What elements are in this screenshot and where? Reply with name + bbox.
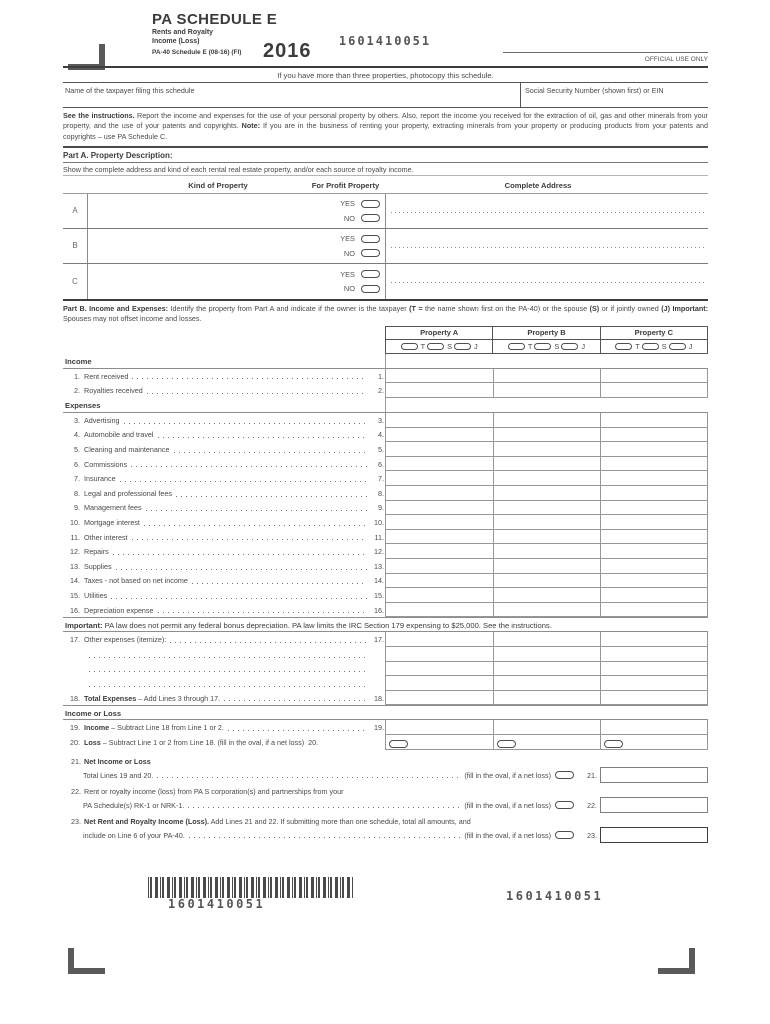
amount-cell-b[interactable]	[493, 632, 601, 647]
dotted-leader	[132, 539, 367, 540]
amount-cell-c[interactable]	[600, 457, 708, 472]
line-ref: 2.	[378, 386, 384, 396]
instructions-note-label: Note:	[241, 121, 260, 131]
owner-j-label: J	[688, 341, 693, 351]
line-ref: 1.	[378, 371, 384, 381]
kind-of-property-field-a[interactable]	[88, 194, 385, 228]
expense-line-13	[63, 559, 708, 574]
form-code: PA-40 Schedule E (08-16) (FI)	[152, 49, 242, 56]
amount-cell-b[interactable]	[493, 442, 601, 457]
part-b-desc-text: Identify the property from Part A and indicate if the owner is the taxpayer	[168, 303, 410, 313]
owner-t-oval[interactable]	[401, 343, 418, 350]
line-number: 15.	[70, 591, 80, 600]
form-year: 2016	[263, 40, 312, 62]
owner-j-oval[interactable]	[669, 343, 686, 350]
line-number: 9.	[74, 503, 80, 513]
line-number: 23.	[71, 816, 81, 826]
dotted-leader	[170, 642, 367, 643]
address-write-line	[391, 282, 705, 283]
line-label: Other expenses (itemize):	[84, 635, 167, 645]
kind-of-property-field-b[interactable]	[88, 229, 385, 263]
amount-cell-b[interactable]	[493, 383, 601, 398]
dotted-leader	[188, 807, 461, 808]
instructions-lead: See the instructions.	[63, 111, 135, 120]
col-kind-of-property: Kind of Property	[188, 180, 248, 190]
row-letter: C	[63, 264, 88, 299]
no-label: NO	[343, 284, 355, 294]
line-ref: 14.	[374, 576, 384, 586]
form-doc-number-bottom: 1601410051	[506, 888, 604, 903]
line-text: Total Lines 19 and 20.	[83, 770, 154, 780]
line-18-total-expenses	[63, 691, 708, 706]
amount-cell-a[interactable]	[385, 720, 493, 735]
line-ref: 8.	[378, 488, 384, 498]
dotted-leader	[124, 423, 367, 424]
line-label: Rent received	[84, 371, 129, 381]
owner-j-label: J	[581, 341, 586, 351]
yes-oval[interactable]	[361, 200, 380, 208]
dotted-leader	[224, 700, 367, 701]
amount-cell-b[interactable]	[493, 369, 601, 384]
part-a-column-headers	[63, 176, 708, 193]
form-title: PA SCHEDULE E	[152, 11, 278, 28]
dotted-leader	[89, 671, 367, 672]
part-a-subtitle: Show the complete address and kind of each rental real estate property, and/or each source of royalty income.	[63, 163, 708, 176]
dotted-leader	[176, 496, 367, 497]
amount-cell-c[interactable]	[600, 471, 708, 486]
amount-cell-a[interactable]	[385, 559, 493, 574]
line-ref: 10.	[374, 518, 384, 528]
amount-cell-c[interactable]	[600, 383, 708, 398]
expense-line-4	[63, 428, 708, 443]
expense-line-14	[63, 574, 708, 589]
line-ref: 6.	[378, 459, 384, 469]
expense-line-5	[63, 442, 708, 457]
line-number: 2.	[74, 386, 80, 396]
owner-s-label: S	[554, 341, 560, 351]
line-label: Depreciation expense	[84, 605, 154, 615]
summary-section	[63, 750, 708, 844]
yes-label: YES	[340, 269, 355, 279]
line-number: 5.	[74, 445, 80, 455]
amount-cell-c[interactable]	[600, 486, 708, 501]
address-write-line	[391, 212, 705, 213]
amount-cell-b[interactable]	[493, 691, 601, 706]
property-row-a	[63, 194, 708, 229]
owner-ovals-property-c	[600, 340, 707, 353]
amount-cell-c[interactable]	[600, 559, 708, 574]
dotted-leader	[157, 777, 461, 778]
line-label: Commissions	[84, 459, 128, 469]
owner-select-row	[385, 339, 708, 354]
line-number: 12.	[70, 547, 80, 557]
dotted-leader	[131, 466, 367, 467]
no-oval[interactable]	[361, 285, 380, 293]
dotted-leader	[189, 837, 462, 838]
line-ref: 7.	[378, 474, 384, 484]
dotted-leader	[113, 554, 367, 555]
amount-cell-c[interactable]	[600, 428, 708, 443]
expense-line-3	[63, 413, 708, 428]
property-b-header: Property B	[492, 327, 599, 339]
amount-cell-c[interactable]	[600, 691, 708, 706]
income-line-2	[63, 383, 708, 398]
dotted-leader	[158, 437, 367, 438]
line-number: 4.	[74, 430, 80, 440]
part-a-title: Part A. Property Description:	[63, 148, 708, 163]
line-ref: 16.	[374, 605, 384, 615]
line-label: Management fees	[84, 503, 142, 513]
owner-t-label: T	[420, 341, 426, 351]
form-subtitle-2: Income (Loss)	[152, 38, 200, 45]
line-label: Taxes - not based on net income	[84, 576, 188, 586]
line-text: Rent or royalty income (loss) from PA S corporation(s) and partnerships from your	[84, 786, 344, 796]
amount-cell-b[interactable]	[493, 486, 601, 501]
fill-oval-note: (fill in the oval, if a net loss)	[464, 770, 551, 780]
amount-cell-a[interactable]	[385, 735, 493, 750]
line-label: Utilities	[84, 591, 108, 600]
line-label: Automobile and travel	[84, 430, 154, 440]
amount-cell-b[interactable]	[493, 428, 601, 443]
amount-cell-c[interactable]	[600, 442, 708, 457]
line-21-net-income-or-loss	[63, 756, 708, 784]
line-17-itemize-row	[63, 676, 708, 691]
dotted-leader	[158, 612, 367, 613]
owner-t-oval[interactable]	[508, 343, 525, 350]
amount-cell-c[interactable]	[600, 574, 708, 589]
expense-line-15	[63, 588, 708, 603]
line-label: Cleaning and maintenance	[84, 445, 170, 455]
line-label: Royalties received	[84, 386, 143, 396]
dotted-leader	[144, 525, 367, 526]
amount-box-22[interactable]	[600, 797, 708, 813]
dotted-leader	[174, 452, 367, 453]
no-label: NO	[343, 213, 355, 223]
amount-cell-b[interactable]	[493, 647, 601, 662]
line-number: 22.	[71, 786, 81, 796]
line-label: Income – Subtract Line 18 from Line 1 or 2.	[84, 723, 224, 733]
line-number: 14.	[70, 576, 80, 586]
expense-line-7	[63, 471, 708, 486]
line-label: Loss – Subtract Line 1 or 2 from Line 18. (fill in the oval, if a net loss)	[84, 737, 305, 747]
owner-j-oval[interactable]	[561, 343, 578, 350]
taxpayer-name-label: Name of the taxpayer filing this schedule	[65, 86, 195, 95]
net-loss-oval-b[interactable]	[497, 740, 516, 748]
owner-s-oval[interactable]	[642, 343, 659, 350]
owner-ovals-property-a	[386, 340, 492, 353]
amount-cell-b[interactable]	[493, 501, 601, 516]
amount-cell-b[interactable]	[493, 720, 601, 735]
line-text: Net Rent and Royalty Income (Loss). Add Lines 21 and 22. If submitting more than one schedule, total all amounts, and	[84, 816, 471, 826]
col-for-profit-property: For Profit Property	[311, 180, 380, 190]
footer	[63, 874, 708, 954]
amount-cell-b[interactable]	[493, 530, 601, 545]
net-loss-oval-c[interactable]	[604, 740, 623, 748]
line-22-rk1-nrk1	[63, 786, 708, 814]
amount-cell-c[interactable]	[600, 603, 708, 618]
part-b-title: Part B. Income and Expenses:	[63, 303, 169, 313]
expense-line-10	[63, 515, 708, 530]
line-20-loss	[63, 735, 708, 750]
line-label: Supplies	[84, 561, 112, 571]
yes-oval[interactable]	[361, 235, 380, 243]
owner-s-oval[interactable]	[534, 343, 551, 350]
address-field-b[interactable]	[385, 229, 708, 263]
dotted-leader	[132, 378, 367, 379]
line-ref: 15.	[374, 591, 384, 600]
line-ref: 18.	[374, 693, 384, 703]
line-ref: 11.	[374, 532, 384, 542]
line-ref: 4.	[378, 430, 384, 440]
owner-j-oval[interactable]	[454, 343, 471, 350]
line-number: 1.	[74, 371, 80, 381]
ssn-field[interactable]	[520, 83, 708, 107]
col-complete-address: Complete Address	[504, 180, 572, 190]
net-loss-oval-22[interactable]	[555, 801, 574, 809]
net-loss-oval-21[interactable]	[555, 771, 574, 779]
amount-cell-a[interactable]	[385, 442, 493, 457]
line-ref: 13.	[374, 561, 384, 571]
amount-cell-c[interactable]	[600, 735, 708, 750]
line-label: Mortgage interest	[84, 518, 140, 528]
amount-cell-a[interactable]	[385, 544, 493, 559]
line-label: Total Expenses – Add Lines 3 through 17.	[84, 693, 221, 703]
expenses-section-header: Expenses	[63, 398, 708, 413]
itemize-write-line[interactable]	[63, 662, 385, 677]
no-oval[interactable]	[361, 249, 380, 257]
dotted-leader	[116, 569, 367, 570]
address-write-line	[391, 247, 705, 248]
line-ref: 9.	[378, 503, 384, 513]
official-use-only-label: OFFICIAL USE ONLY	[503, 52, 708, 63]
amount-cell-b[interactable]	[493, 662, 601, 677]
line-19-income	[63, 720, 708, 735]
line-ref: 5.	[378, 445, 384, 455]
net-loss-oval-a[interactable]	[389, 740, 408, 748]
line-number: 6.	[74, 459, 80, 469]
owner-t-label: T	[527, 341, 533, 351]
form-subtitle-1: Rents and Royalty	[152, 29, 214, 36]
amount-cell-b[interactable]	[493, 676, 601, 691]
itemize-write-line[interactable]	[63, 676, 385, 691]
amount-cell-b[interactable]	[493, 574, 601, 589]
amount-cell-a[interactable]	[385, 501, 493, 516]
line-number: 8.	[74, 488, 80, 498]
expense-line-9	[63, 501, 708, 516]
amount-cell-a[interactable]	[385, 603, 493, 618]
photocopy-note: If you have more than three properties, photocopy this schedule.	[63, 68, 708, 83]
line-number: 11.	[70, 532, 80, 542]
line-text: PA Schedule(s) RK-1 or NRK-1.	[83, 800, 185, 810]
line-number: 16.	[70, 605, 80, 615]
net-loss-oval-23[interactable]	[555, 831, 574, 839]
dotted-leader	[120, 481, 367, 482]
amount-cell-a[interactable]	[385, 662, 493, 677]
amount-cell-a[interactable]	[385, 383, 493, 398]
amount-box-23[interactable]	[600, 827, 708, 843]
amount-cell-a[interactable]	[385, 647, 493, 662]
amount-cell-c[interactable]	[600, 720, 708, 735]
amount-cell-b[interactable]	[493, 413, 601, 428]
expense-line-12	[63, 544, 708, 559]
amount-cell-c[interactable]	[600, 413, 708, 428]
kind-of-property-field-c[interactable]	[88, 264, 385, 299]
dotted-leader	[192, 583, 367, 584]
line-ref: 23.	[587, 830, 597, 840]
amount-cell-b[interactable]	[493, 544, 601, 559]
form-header	[63, 0, 708, 68]
itemize-write-line[interactable]	[63, 647, 385, 662]
line-title: Net Income or Loss	[84, 756, 151, 766]
line-ref: 17.	[374, 635, 384, 645]
amount-cell-c[interactable]	[600, 647, 708, 662]
dotted-leader	[228, 730, 367, 731]
row-letter: B	[63, 229, 88, 263]
address-field-a[interactable]	[385, 194, 708, 228]
amount-cell-a[interactable]	[385, 471, 493, 486]
amount-cell-a[interactable]	[385, 676, 493, 691]
instructions-paragraph	[63, 108, 708, 148]
expense-line-16	[63, 603, 708, 618]
line-number: 19.	[70, 723, 80, 733]
property-c-header: Property C	[600, 327, 707, 339]
dotted-leader	[111, 598, 367, 599]
income-or-loss-section-header: Income or Loss	[63, 705, 708, 720]
line-number: 18.	[70, 693, 80, 703]
important-note: Important: PA law does not permit any federal bonus depreciation. PA law limits the IRC Section 179 expensing to $25,000. See the instructions.	[63, 617, 708, 632]
amount-cell-a[interactable]	[385, 530, 493, 545]
barcode-number: 1601410051	[168, 896, 266, 911]
amount-cell-c[interactable]	[600, 530, 708, 545]
dotted-leader	[146, 510, 367, 511]
expense-line-11	[63, 530, 708, 545]
line-text: include on Line 6 of your PA-40.	[83, 830, 185, 840]
address-field-c[interactable]	[385, 264, 708, 299]
line-ref: 22.	[587, 800, 597, 810]
line-ref: 20.	[308, 737, 319, 747]
amount-cell-a[interactable]	[385, 486, 493, 501]
property-row-b	[63, 229, 708, 264]
amount-cell-c[interactable]	[600, 632, 708, 647]
line-17-itemize-row	[63, 662, 708, 677]
yes-oval[interactable]	[361, 270, 380, 278]
owner-s-label: S	[661, 341, 667, 351]
property-header-row	[385, 326, 708, 339]
yes-label: YES	[340, 234, 355, 244]
amount-cell-c[interactable]	[600, 515, 708, 530]
dotted-leader	[89, 657, 367, 658]
part-a-table	[63, 193, 708, 301]
line-ref: 12.	[374, 547, 384, 557]
amount-cell-a[interactable]	[385, 428, 493, 443]
line-number: 13.	[70, 561, 80, 571]
line-number: 20.	[70, 737, 80, 747]
line-label: Repairs	[84, 547, 109, 557]
line-number: 21.	[71, 756, 81, 766]
amount-cell-b[interactable]	[493, 457, 601, 472]
line-number: 7.	[74, 474, 80, 484]
row-letter: A	[63, 194, 88, 228]
amount-cell-c[interactable]	[600, 501, 708, 516]
amount-box-21[interactable]	[600, 767, 708, 783]
income-line-1	[63, 369, 708, 384]
line-23-net-rent-royalty	[63, 816, 708, 844]
amount-cell-a[interactable]	[385, 457, 493, 472]
amount-cell-a[interactable]	[385, 691, 493, 706]
amount-cell-b[interactable]	[493, 588, 601, 603]
owner-s-oval[interactable]	[427, 343, 444, 350]
line-ref: 19.	[374, 723, 384, 733]
line-label: Legal and professional fees	[84, 488, 172, 498]
line-label: Insurance	[84, 474, 116, 484]
amount-cell-c[interactable]	[600, 544, 708, 559]
amount-cell-b[interactable]	[493, 735, 601, 750]
owner-ovals-property-b	[492, 340, 599, 353]
amount-cell-b[interactable]	[493, 471, 601, 486]
owner-t-label: T	[635, 341, 640, 351]
instructions-body: Report the income and expenses for the use of your personal property by others. Also, report the income you received for the extraction of oil, gas and other minerals from your property, and the use of your patents and copyrights.	[63, 111, 708, 131]
form-doc-number-top: 1601410051	[338, 34, 432, 48]
part-b-description: Part B. Income and Expenses: Identify the property from Part A and indicate if the owner is the taxpayer (T = the name shown first on the PA-40) or the spouse (S) or if jointly owned (J) Important: Spouses may not offset income and losses.	[63, 303, 709, 323]
line-number: 17.	[70, 635, 80, 645]
amount-cell-b[interactable]	[493, 559, 601, 574]
amount-cell-c[interactable]	[600, 588, 708, 603]
income-section-header: Income	[63, 354, 708, 369]
line-17	[63, 632, 708, 647]
line-17-itemize-row	[63, 647, 708, 662]
amount-cell-b[interactable]	[493, 603, 601, 618]
fill-oval-note: (fill in the oval, if a net loss)	[464, 830, 551, 840]
dotted-leader	[89, 686, 367, 687]
line-ref: 21.	[587, 770, 597, 780]
owner-s-label: S	[447, 341, 453, 351]
line-label: Other interest	[84, 532, 128, 542]
amount-cell-c[interactable]	[600, 676, 708, 691]
amount-cell-a[interactable]	[385, 588, 493, 603]
yes-label: YES	[340, 199, 355, 209]
amount-cell-c[interactable]	[600, 369, 708, 384]
amount-cell-a[interactable]	[385, 574, 493, 589]
dotted-leader	[147, 393, 367, 394]
amount-cell-b[interactable]	[493, 515, 601, 530]
amount-cell-a[interactable]	[385, 369, 493, 384]
line-number: 10.	[70, 518, 80, 528]
line-number: 3.	[74, 415, 80, 425]
expense-line-8	[63, 486, 708, 501]
line-label: Advertising	[84, 415, 120, 425]
property-row-c	[63, 264, 708, 299]
fill-oval-note: (fill in the oval, if a net loss)	[464, 800, 551, 810]
no-oval[interactable]	[361, 214, 380, 222]
no-label: NO	[343, 248, 355, 258]
amount-cell-a[interactable]	[385, 515, 493, 530]
instructions-note-body: If you are in the business of renting your property, extracting minerals from your property or producing products from your patents and copyrights – use PA Schedule C.	[63, 121, 708, 141]
identity-row	[63, 83, 708, 108]
owner-j-label: J	[474, 341, 478, 351]
expense-line-6	[63, 457, 708, 472]
property-a-header: Property A	[420, 327, 459, 337]
taxpayer-name-field[interactable]	[63, 83, 520, 107]
amount-cell-a[interactable]	[385, 413, 493, 428]
amount-cell-c[interactable]	[600, 662, 708, 677]
barcode	[148, 877, 366, 898]
line-ref: 3.	[378, 415, 384, 425]
owner-t-oval[interactable]	[615, 343, 632, 350]
amount-cell-a[interactable]	[385, 632, 493, 647]
ssn-label: Social Security Number (shown first) or EIN	[525, 86, 664, 95]
